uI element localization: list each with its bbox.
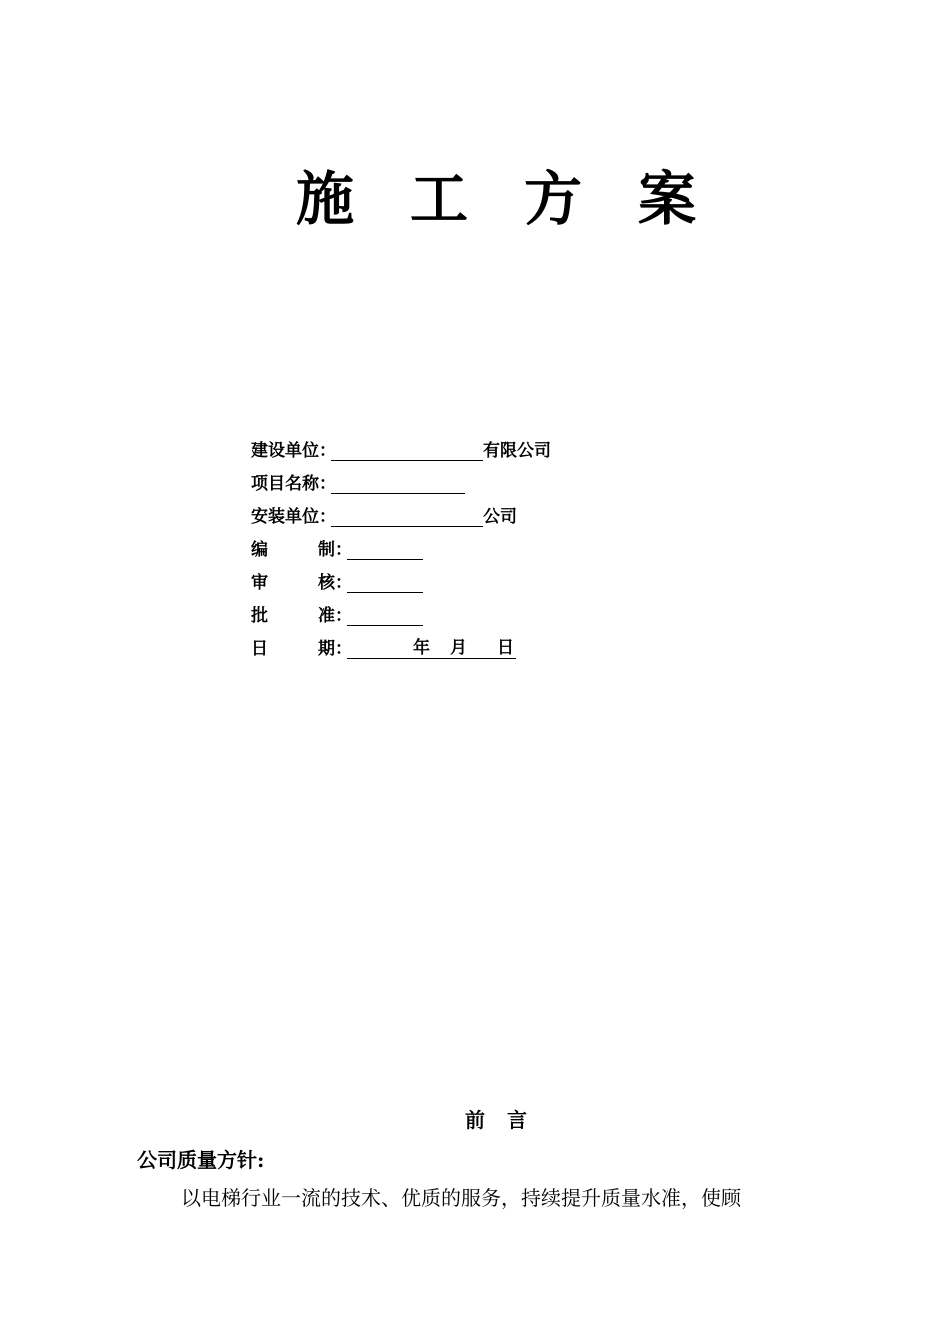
quality-policy-heading: 公司质量方针:: [137, 1148, 265, 1172]
colon: ：: [319, 474, 336, 494]
colon: ：: [335, 606, 352, 626]
title-char-3: 方: [524, 165, 583, 233]
colon: ：: [335, 639, 352, 659]
colon: ：: [335, 540, 352, 560]
label-char: 编: [251, 540, 268, 560]
approved-by-label: [251, 601, 335, 626]
date-year: 年: [413, 638, 430, 658]
project-name-label: 项目名称: [251, 474, 319, 494]
install-unit-label: 安装单位: [251, 507, 319, 527]
compiled-by-blank: [347, 541, 423, 560]
label-char: 期: [318, 639, 335, 659]
construction-unit-row: [251, 428, 551, 461]
date-blank: [347, 633, 516, 659]
construction-unit-blank: [331, 442, 483, 461]
label-char: 核: [318, 573, 335, 593]
install-unit-suffix: 公司: [483, 507, 517, 527]
construction-unit-suffix: 有限公司: [483, 441, 551, 461]
compiled-by-label: [251, 535, 335, 560]
label-char: 批: [251, 606, 268, 626]
compiled-by-row: [251, 527, 551, 560]
project-name-blank: [331, 475, 465, 494]
colon: ：: [319, 507, 336, 527]
reviewed-by-label: [251, 568, 335, 593]
reviewed-by-blank: [347, 574, 423, 593]
construction-unit-label: 建设单位: [251, 441, 319, 461]
reviewed-by-row: [251, 560, 551, 593]
approved-by-blank: [347, 607, 423, 626]
project-name-row: [251, 461, 551, 494]
label-char: 制: [318, 540, 335, 560]
document-title: [296, 165, 697, 233]
install-unit-row: [251, 494, 551, 527]
date-label: [251, 634, 335, 659]
colon: ：: [335, 573, 352, 593]
cover-info-block: [251, 428, 551, 659]
approved-by-row: [251, 593, 551, 626]
date-month: 月: [450, 638, 467, 658]
date-row: [251, 626, 551, 659]
quality-policy-text: 以电梯行业一流的技术、优质的服务，持续提升质量水准，使顾: [181, 1186, 741, 1210]
title-char-1: 施: [296, 165, 355, 233]
title-char-4: 案: [638, 165, 697, 233]
colon: ：: [319, 441, 336, 461]
label-char: 准: [318, 606, 335, 626]
preface-title: 前言: [465, 1108, 549, 1132]
label-char: 日: [251, 639, 268, 659]
title-char-2: 工: [410, 165, 469, 233]
date-day: 日: [497, 638, 514, 658]
label-char: 审: [251, 573, 268, 593]
install-unit-blank: [331, 508, 483, 527]
